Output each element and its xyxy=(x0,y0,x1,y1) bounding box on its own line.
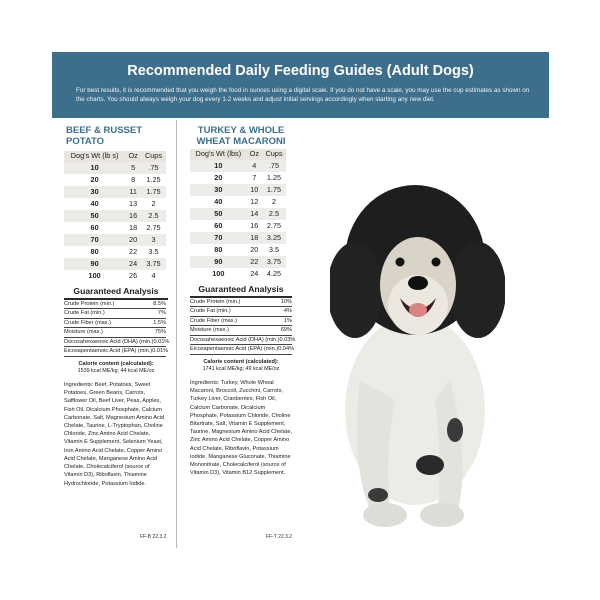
beef-section xyxy=(64,126,168,488)
table-row xyxy=(190,184,286,196)
turkey-analysis-title: Guaranteed Analysis xyxy=(190,284,292,298)
table-row xyxy=(64,186,166,198)
cups-cell: 3.75 xyxy=(262,256,286,268)
analysis-row xyxy=(64,309,166,319)
table-row xyxy=(64,198,166,210)
cups-cell: 2 xyxy=(271,196,276,206)
table-row xyxy=(64,246,166,258)
oz-cell: 22 xyxy=(129,246,138,256)
analysis-label: Crude Fat (min.) xyxy=(190,308,231,315)
weight-cell: 10 xyxy=(64,162,125,174)
oz-cell: 10 xyxy=(247,184,262,196)
analysis-value: 69% xyxy=(280,327,292,334)
analysis-value: 10% xyxy=(280,298,292,305)
weight-cell: 100 xyxy=(88,270,101,280)
cups-cell: 2.5 xyxy=(141,210,166,222)
weight-cell: 50 xyxy=(190,208,247,220)
cups-cell: 2.5 xyxy=(262,208,286,220)
analysis-row xyxy=(64,338,170,348)
analysis-value: 75% xyxy=(154,329,166,336)
analysis-value: 0.01% xyxy=(153,338,170,345)
turkey-code: FF-T 22.3.2 xyxy=(266,534,293,540)
table-row xyxy=(64,162,166,174)
col-header-cups: Cups xyxy=(262,149,286,160)
table-row xyxy=(64,222,166,234)
analysis-label: Moisture (max.) xyxy=(64,329,103,336)
table-row xyxy=(190,160,286,172)
weight-cell: 70 xyxy=(64,234,125,246)
beef-table-body xyxy=(64,162,166,282)
oz-cell: 11 xyxy=(125,186,141,198)
cups-cell: 3.5 xyxy=(268,244,280,254)
cups-cell: 2 xyxy=(151,198,156,208)
analysis-row xyxy=(64,328,166,338)
table-row xyxy=(190,220,286,232)
cups-cell: 2.75 xyxy=(266,220,282,230)
cups-cell: 1.25 xyxy=(146,174,161,184)
weight-cell: 90 xyxy=(190,256,247,268)
analysis-label: Moisture (max.) xyxy=(190,327,229,334)
turkey-ingredients: Ingredients: Turkey, Whole Wheat Macaroni, Broccoli, Zucchini, Carrots, Turkey Liver, Cranberries, Fish Oil, Calcium Carbonate, Dicalcium Phosphate, Potassium Chloride, Choline Bitartrate, Salt, Vitamin E Supplement, Taurine, Magnesium Amino Acid Chelate, Zinc Amino Acid Chelate, Copper Amino Acid Chelate, Riboflavin, Potassium Iodide, Manganese Gluconate, Thiamine Mononitrate, Cholecalciferol (source of Vitamin D3), Vitamin B12 Supplement. xyxy=(190,380,292,477)
turkey-title: TURKEY & WHOLE WHEAT MACARONI xyxy=(196,125,286,147)
cups-cell: 4.25 xyxy=(266,268,282,278)
cups-cell: 3.75 xyxy=(141,258,166,270)
header-banner xyxy=(52,52,549,118)
weight-cell: 20 xyxy=(90,174,99,184)
weight-cell: 20 xyxy=(214,172,223,182)
oz-cell: 18 xyxy=(247,232,262,244)
analysis-label: Crude Protein (min.) xyxy=(64,300,115,307)
weight-cell: 60 xyxy=(90,222,99,232)
oz-cell: 5 xyxy=(125,162,141,174)
analysis-label: Eicosapentaenoic Acid (EPA) (min.) xyxy=(190,346,279,353)
oz-cell: 24 xyxy=(125,258,141,270)
table-row xyxy=(64,174,166,186)
col-header-weight: Dog's Wt (lb s) xyxy=(64,151,125,162)
beef-feeding-table xyxy=(64,151,166,282)
column-divider xyxy=(176,120,177,548)
beef-ingredients: Ingredients: Beef, Potatoes, Sweet Potatoes, Green Beans, Carrots, Safflower Oil, Beef Liver, Peas, Apples, Fish Oil, Dicalcium Phosphate, Calcium Carbonate, Salt, Magnesium Amino Acid Chelate, Taurine, L-Tryptophan, Choline Chloride, Zinc Amino Acid Chelate, Vitamin E Supplement, Selenium Yeast, Iron Amino Acid Chelate, Copper Amino Acid Chelate, Manganese Amino Acid Chelate, Cholecalciferol (source of Vitamin D3), Riboflavin, Thiamine Hydrochloride, Potassium Iodide. xyxy=(64,382,165,487)
weight-cell: 30 xyxy=(190,184,247,196)
table-row xyxy=(190,172,286,184)
cups-cell: .75 xyxy=(141,162,166,174)
oz-cell: 18 xyxy=(129,222,138,232)
weight-cell: 100 xyxy=(212,268,225,278)
col-header-cups: Cups xyxy=(141,151,166,162)
analysis-label: Crude Fat (min.) xyxy=(64,310,105,317)
table-row xyxy=(190,268,286,280)
beef-calorie-label: Calorie content (calculated): xyxy=(78,361,154,368)
weight-cell: 40 xyxy=(90,198,99,208)
col-header-weight: Dog's Wt (lbs) xyxy=(190,149,247,160)
table-row xyxy=(64,234,166,246)
cups-cell: 4 xyxy=(151,270,156,280)
beef-title: BEEF & RUSSET POTATO xyxy=(66,125,143,147)
cups-cell: .75 xyxy=(262,160,286,172)
table-row xyxy=(64,270,166,282)
analysis-value: 1% xyxy=(283,317,292,324)
analysis-value: 8.5% xyxy=(153,300,166,307)
oz-cell: 20 xyxy=(125,234,141,246)
col-header-oz: Oz xyxy=(247,149,262,160)
weight-cell: 80 xyxy=(214,244,223,254)
table-row xyxy=(190,232,286,244)
oz-cell: 8 xyxy=(131,174,136,184)
dog-photo xyxy=(330,180,505,540)
analysis-row xyxy=(190,345,295,355)
oz-cell: 20 xyxy=(250,244,259,254)
analysis-label: Crude Fiber (max.) xyxy=(190,317,237,324)
oz-cell: 13 xyxy=(129,198,138,208)
oz-cell: 16 xyxy=(250,220,259,230)
beef-analysis-list xyxy=(64,300,170,358)
analysis-label: Docosahexaenoic Acid (DHA) (min.) xyxy=(190,336,280,343)
oz-cell: 24 xyxy=(250,268,259,278)
weight-cell: 90 xyxy=(64,258,125,270)
analysis-row xyxy=(190,307,292,317)
oz-cell: 14 xyxy=(247,208,262,220)
weight-cell: 30 xyxy=(64,186,125,198)
analysis-row xyxy=(190,298,292,308)
cups-cell: 3.25 xyxy=(262,232,286,244)
turkey-calorie-value: 1741 kcal ME/kg; 49 kcal ME/oz xyxy=(202,366,280,373)
analysis-value: 1.5% xyxy=(153,319,166,326)
analysis-label: Eicosapentaenoic Acid (EPA) (min.) xyxy=(64,348,153,355)
weight-cell: 40 xyxy=(214,196,223,206)
analysis-label: Docosahexaenoic Acid (DHA) (min.) xyxy=(64,338,154,345)
cups-cell: 1.75 xyxy=(262,184,286,196)
table-row xyxy=(190,196,286,208)
weight-cell: 50 xyxy=(64,210,125,222)
header-description: For best results, it is recommended that you weigh the food in ounces using a digital scale. If you do not have a scale, you may use the cup estimates as shown on the charts. You should always weigh your dog every 1-2 weeks and adjust initial servings accordingly when starting any new diet. xyxy=(76,87,530,103)
turkey-analysis-list xyxy=(190,298,296,356)
table-row xyxy=(190,208,286,220)
analysis-label: Crude Fiber (max.) xyxy=(64,319,111,326)
analysis-row xyxy=(64,300,166,310)
analysis-value: 4% xyxy=(283,308,292,315)
turkey-table-body xyxy=(190,160,286,280)
weight-cell: 60 xyxy=(214,220,223,230)
oz-cell: 7 xyxy=(252,172,257,182)
cups-cell: 1.25 xyxy=(266,172,282,182)
table-row xyxy=(64,210,166,222)
analysis-value: 0.03% xyxy=(279,336,296,343)
cups-cell: 1.75 xyxy=(141,186,166,198)
table-row xyxy=(64,258,166,270)
beef-calorie-value: 1539 kcal ME/kg; 44 kcal ME/oz xyxy=(77,368,155,375)
oz-cell: 26 xyxy=(129,270,138,280)
analysis-row xyxy=(190,336,296,346)
analysis-value: 7% xyxy=(157,310,166,317)
cups-cell: 2.75 xyxy=(146,222,161,232)
analysis-row xyxy=(64,347,169,357)
turkey-section xyxy=(190,125,296,478)
cups-cell: 3.5 xyxy=(148,246,159,256)
analysis-row xyxy=(190,326,292,336)
table-row xyxy=(190,244,286,256)
oz-cell: 22 xyxy=(247,256,262,268)
turkey-calorie-label: Calorie content (calculated): xyxy=(203,359,279,366)
cups-cell: 3 xyxy=(141,234,166,246)
analysis-row xyxy=(190,317,292,327)
analysis-value: 0.01% xyxy=(152,348,169,355)
page-title: Recommended Daily Feeding Guides (Adult Dogs) xyxy=(127,63,474,79)
analysis-label: Crude Protein (min.) xyxy=(190,298,241,305)
weight-cell: 10 xyxy=(190,160,247,172)
beef-analysis-title: Guaranteed Analysis xyxy=(64,286,168,300)
oz-cell: 16 xyxy=(125,210,141,222)
oz-cell: 4 xyxy=(247,160,262,172)
analysis-row xyxy=(64,319,166,329)
analysis-value: 0.04% xyxy=(278,346,295,353)
weight-cell: 70 xyxy=(190,232,247,244)
turkey-feeding-table xyxy=(190,149,286,280)
weight-cell: 80 xyxy=(90,246,99,256)
oz-cell: 12 xyxy=(250,196,259,206)
table-row xyxy=(190,256,286,268)
beef-code: FF-B 22.3.2 xyxy=(140,534,167,540)
col-header-oz: Oz xyxy=(125,151,141,162)
